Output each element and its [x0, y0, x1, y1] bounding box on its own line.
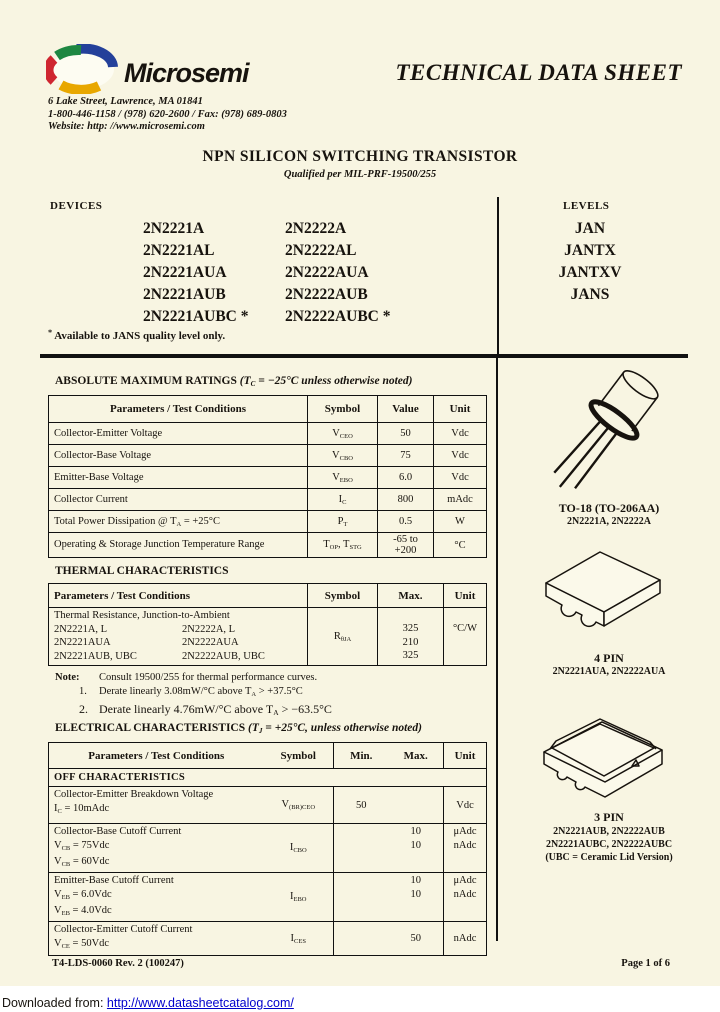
- thermal-title: THERMAL CHARACTERISTICS: [55, 565, 229, 577]
- table-row: Collector-Emitter Cutoff Current VCE = 50Vdc ICES 50 nAdc: [49, 922, 487, 956]
- thermal-table: [48, 583, 487, 666]
- level-item: JANTXV: [558, 264, 622, 281]
- level-item: JAN: [574, 220, 606, 237]
- to18-devices-caption: 2N2221A, 2N2222A: [567, 516, 651, 527]
- device-name: 2N2222AUB: [285, 286, 368, 303]
- thermal-resistance-label: Thermal Resistance, Junction-to-Ambient: [54, 610, 230, 621]
- to18-package-drawing: [523, 363, 683, 503]
- 3pin-devices-caption: 2N2221AUB, 2N2222AUB 2N2221AUBC, 2N2222AUBC (UBC = Ceramic Lid Version): [545, 826, 673, 863]
- col-header-parameters: Parameters / Test Conditions: [49, 584, 308, 608]
- device-list-col1: [143, 218, 249, 328]
- device-name: 2N2221A: [143, 220, 205, 237]
- elec-table: [48, 742, 487, 956]
- table-header-row: [49, 396, 487, 423]
- level-item: JANS: [570, 286, 610, 303]
- col-header-symbol: Symbol: [308, 396, 378, 423]
- abs-max-table: [48, 395, 487, 558]
- table-row: Collector-Emitter Voltage VCEO 50 Vdc: [49, 423, 487, 445]
- address-line: 6 Lake Street, Lawrence, MA 01841: [48, 96, 203, 107]
- asterisk: *: [48, 328, 53, 337]
- device-list-col2: [285, 218, 391, 328]
- table-header-row: [49, 743, 487, 769]
- levels-list: [500, 218, 680, 306]
- device-name: 2N2222AUBC *: [285, 308, 391, 325]
- col-header-unit: Unit: [434, 396, 487, 423]
- 4pin-caption: 4 PIN: [594, 651, 624, 665]
- table-row: Emitter-Base Voltage VEBO 6.0 Vdc: [49, 467, 487, 489]
- table-row: Collector Current IC 800 mAdc: [49, 489, 487, 511]
- table-row: Collector-Emitter Breakdown Voltage IC = 10mAdc V(BR)CEO 50 Vdc: [49, 787, 487, 824]
- 3pin-package-drawing: [536, 700, 671, 805]
- phone-line: 1-800-446-1158 / (978) 620-2600 / Fax: (978) 689-0803: [48, 108, 287, 120]
- device-name: 2N2221AUBC *: [143, 308, 249, 325]
- device-name: 2N2222A: [285, 220, 347, 237]
- to18-caption: TO-18 (TO-206AA): [558, 501, 660, 515]
- jans-footnote: * Available to JANS quality level only.: [48, 328, 226, 343]
- brand-name: Microsemi: [124, 58, 249, 88]
- page-number: Page 1 of 6: [621, 958, 670, 969]
- table-header-row: [49, 584, 487, 608]
- col-header-symbol: Symbol: [264, 743, 334, 769]
- thermal-notes: Note: Consult 19500/255 for thermal performance curves. 1. Derate linearly 3.08mW/°C above TA > +37.5°C 2. Derate linearly 4.76mW/°C above TA > −63.5°C: [55, 672, 332, 717]
- col-header-parameters: Parameters / Test Conditions: [49, 743, 264, 769]
- devices-levels-divider: [497, 197, 499, 354]
- col-header-max: Max.: [389, 743, 444, 769]
- col-header-unit: Unit: [444, 584, 487, 608]
- package-column: [496, 358, 720, 941]
- datasheetcatalog-link[interactable]: http://www.datasheetcatalog.com/: [106, 996, 294, 1010]
- device-name: 2N2222AUA: [285, 264, 369, 281]
- col-header-max: Max.: [378, 584, 444, 608]
- col-header-symbol: Symbol: [308, 584, 378, 608]
- doc-number: T4-LDS-0060 Rev. 2 (100247): [52, 958, 184, 969]
- table-row: Collector-Base Voltage VCBO 75 Vdc: [49, 445, 487, 467]
- website-line: Website: http: //www.microsemi.com: [48, 121, 205, 132]
- 3pin-caption: 3 PIN: [594, 810, 624, 824]
- download-bar: [0, 986, 720, 1012]
- device-name: 2N2221AL: [143, 242, 215, 259]
- col-header-value: Value: [378, 396, 434, 423]
- level-item: JANTX: [564, 242, 616, 259]
- table-row: Emitter-Base Cutoff Current VEB = 6.0Vdc VEB = 4.0Vdc IEBO 10 10 μAdc nAdc: [49, 873, 487, 922]
- 4pin-devices-caption: 2N2221AUA, 2N2222AUA: [552, 666, 666, 677]
- table-row: Total Power Dissipation @ TA = +25°C PT 0.5 W: [49, 511, 487, 533]
- abs-max-title: ABSOLUTE MAXIMUM RATINGS (TC = −25°C unless otherwise noted): [55, 375, 413, 388]
- table-row: Collector-Base Cutoff Current VCB = 75Vdc VCB = 60Vdc ICBO 10 10 μAdc nAdc: [49, 824, 487, 873]
- section-row: OFF CHARACTERISTICS: [49, 769, 487, 787]
- page-subtitle: Qualified per MIL-PRF-19500/255: [283, 169, 437, 180]
- col-header-min: Min.: [334, 743, 389, 769]
- address-block: [48, 96, 368, 134]
- device-name: 2N2221AUB: [143, 286, 226, 303]
- col-header-unit: Unit: [444, 743, 487, 769]
- levels-label: LEVELS: [563, 200, 610, 212]
- table-row: Thermal Resistance, Junction-to-Ambient 2N2221A, L 2N2222A, L 2N2221AUA 2N2222AUA 2N2221AUB, UBC 2N2222AUB, UBC RθJA 325 210 325 °C/W: [49, 608, 487, 666]
- 4pin-package-drawing: [538, 538, 668, 638]
- table-row: Operating & Storage Junction Temperature Range TOP, TSTG -65 to +200 °C: [49, 533, 487, 558]
- device-name: 2N2221AUA: [143, 264, 227, 281]
- col-header-parameters: Parameters / Test Conditions: [49, 396, 308, 423]
- elec-title: ELECTRICAL CHARACTERISTICS (TJ = +25°C, unless otherwise noted): [55, 722, 422, 735]
- device-name: 2N2222AL: [285, 242, 357, 259]
- doc-type-title: TECHNICAL DATA SHEET: [395, 60, 682, 85]
- devices-label: DEVICES: [50, 200, 103, 212]
- page-title: NPN SILICON SWITCHING TRANSISTOR: [202, 148, 518, 165]
- microsemi-logo-icon: [46, 44, 120, 94]
- download-prefix: Downloaded from:: [2, 996, 107, 1010]
